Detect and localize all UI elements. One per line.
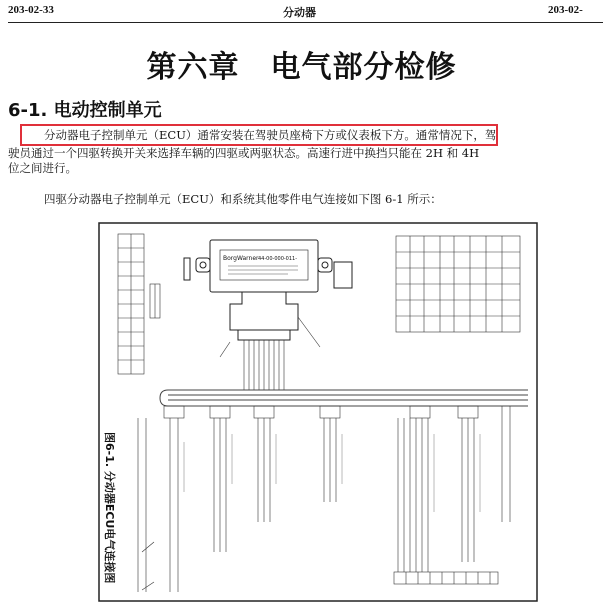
header-title: 分动器 (283, 7, 316, 19)
paragraph-1-line-2: 驶员通过一个四驱转换开关来选择车辆的四驱或两驱状态。高速行进中换挡只能在 2H 和 4H (8, 146, 480, 160)
figure-caption: 图6-1. 分动器ECU电气连接图 (103, 432, 116, 584)
header-divider (8, 22, 603, 23)
paragraph-1-line-1: 分动器电子控制单元（ECU）通常安装在驾驶员座椅下方或仪表板下方。通常情况下，驾 (44, 128, 497, 142)
header-page-ref-right: 203-02- (548, 4, 583, 16)
page-header (0, 0, 603, 22)
paragraph-2: 四驱分动器电子控制单元（ECU）和系统其他零件电气连接如下图 6-1 所示： (44, 192, 442, 206)
ecu-part-label: 44-00-000-011- (258, 256, 298, 262)
header-page-ref: 203-02-33 (8, 4, 54, 16)
ecu-brand-label: BorgWarner (223, 255, 259, 262)
chapter-title: 第六章 电气部分检修 (146, 50, 457, 85)
paragraph-1-line-3: 位之间进行。 (8, 161, 77, 175)
section-title: 6-1. 电动控制单元 (8, 100, 162, 121)
ecu-wiring-diagram (98, 222, 538, 602)
